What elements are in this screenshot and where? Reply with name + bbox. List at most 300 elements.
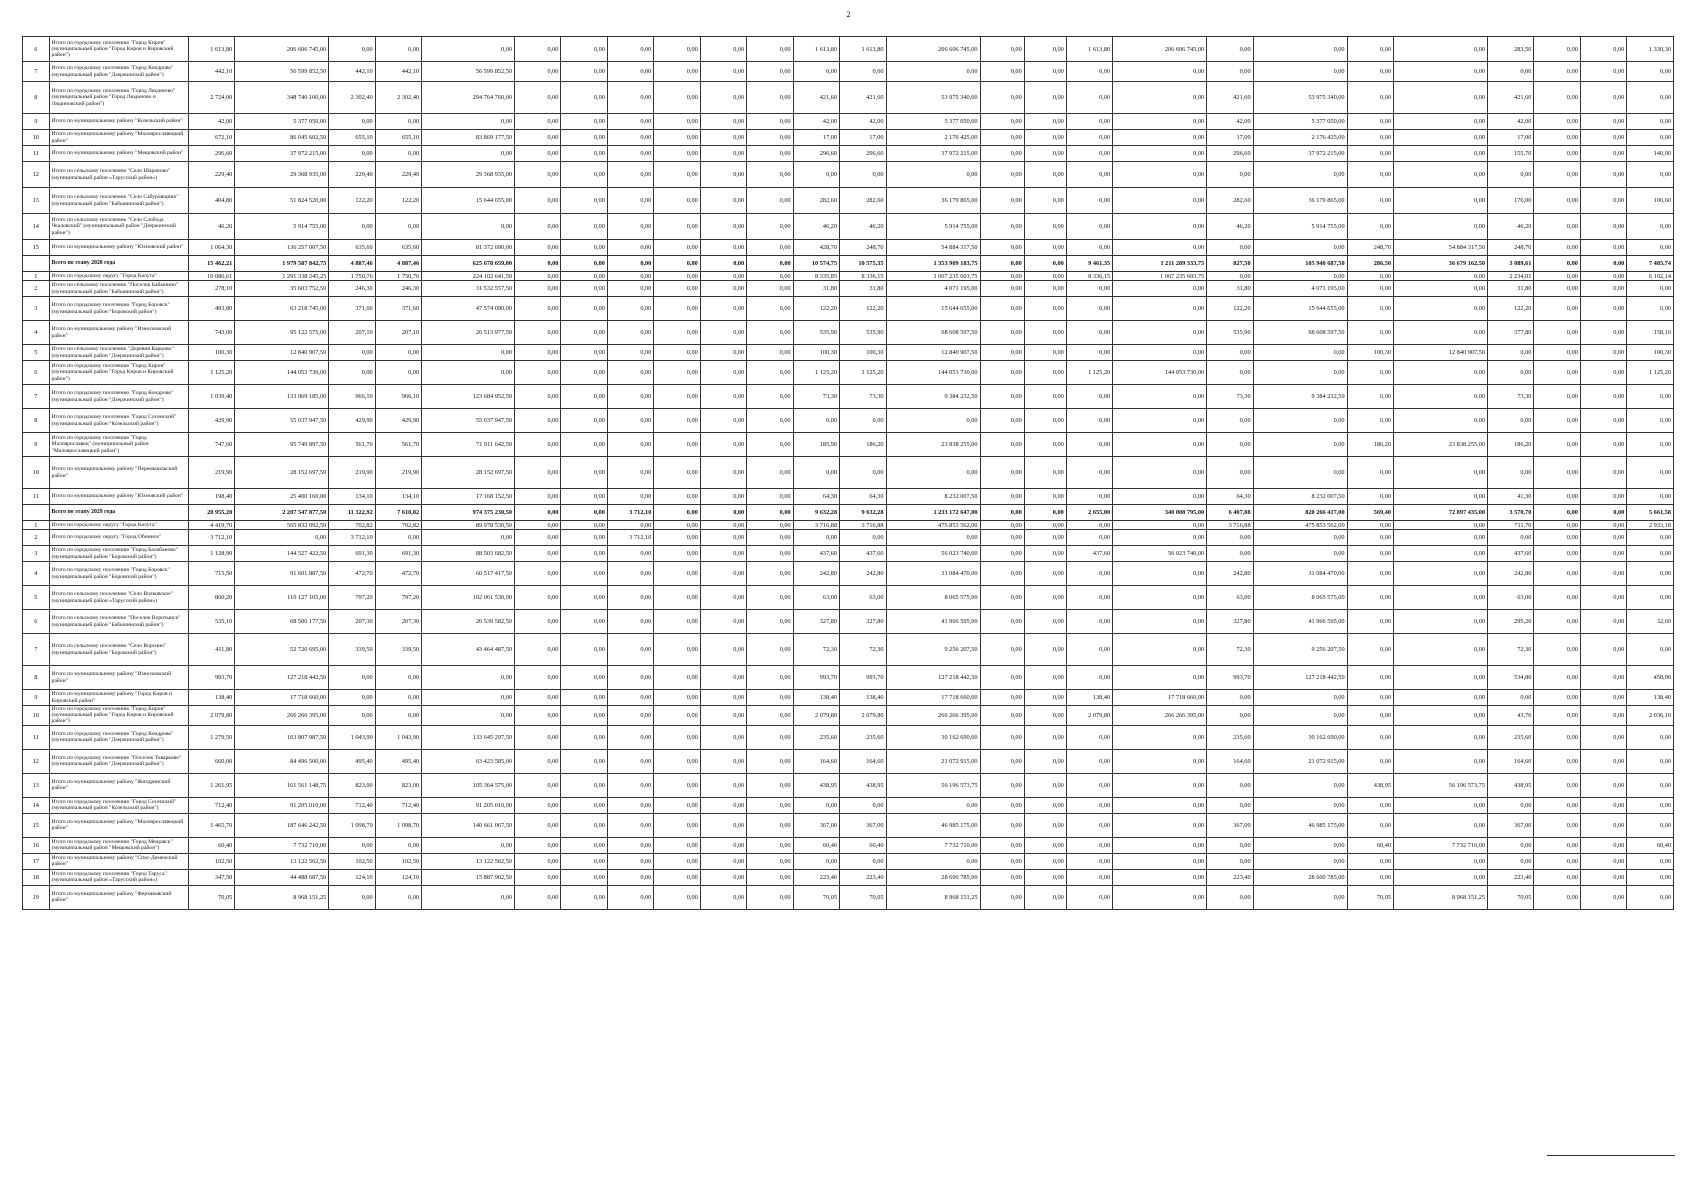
value-cell: 0,00 (607, 773, 653, 797)
value-cell: 711,70 (1488, 521, 1534, 530)
value-cell: 0,00 (375, 146, 421, 162)
value-cell: 0,00 (700, 634, 746, 666)
value-cell: 176,00 (1488, 188, 1534, 214)
value-cell: 100,30 (793, 345, 839, 361)
value-cell: 0,00 (515, 813, 561, 837)
value-cell: 63,00 (1207, 586, 1253, 610)
value-cell: 0,00 (1066, 240, 1112, 256)
table-row (23, 725, 1674, 749)
table-row (23, 749, 1674, 773)
value-cell: 0,00 (561, 385, 607, 409)
value-cell: 9 632,28 (840, 505, 886, 521)
value-cell: 0,00 (1066, 457, 1112, 489)
value-cell: 0,00 (1066, 130, 1112, 146)
value-cell: 0,00 (561, 409, 607, 433)
value-cell: 73,30 (1207, 385, 1253, 409)
value-cell: 31,80 (1488, 281, 1534, 297)
value-cell: 0,00 (654, 706, 700, 726)
value-cell: 246,30 (329, 281, 375, 297)
value-cell: 0,00 (1113, 457, 1207, 489)
value-cell: 0,00 (747, 385, 793, 409)
value-cell: 0,00 (1113, 489, 1207, 505)
value-cell: 535,90 (1207, 321, 1253, 345)
value-cell: 56 196 573,75 (886, 773, 980, 797)
value-cell: 42,00 (840, 114, 886, 130)
value-cell: 3 716,88 (840, 521, 886, 530)
value-cell: 0,00 (840, 530, 886, 546)
municipality-name: Итого по муниципальному району "Малоярославецкий район" (49, 130, 188, 146)
value-cell: 68 608 597,50 (1253, 321, 1347, 345)
value-cell: 0,00 (1024, 162, 1066, 188)
value-cell: 68 608 597,50 (886, 321, 980, 345)
value-cell: 0,00 (700, 321, 746, 345)
value-cell: 0,00 (329, 214, 375, 240)
value-cell: 9 256 207,50 (1253, 634, 1347, 666)
value-cell: 0,00 (561, 706, 607, 726)
value-cell: 0,00 (654, 114, 700, 130)
value-cell: 0,00 (1534, 162, 1580, 188)
value-cell: 0,00 (329, 666, 375, 690)
value-cell: 0,00 (607, 725, 653, 749)
value-cell: 283,50 (1488, 37, 1534, 62)
value-cell: 0,00 (1580, 530, 1626, 546)
value-cell: 0,00 (1534, 489, 1580, 505)
value-cell: 63 218 745,00 (235, 297, 329, 321)
value-cell: 223,40 (1488, 869, 1534, 885)
value-cell: 64,30 (1207, 489, 1253, 505)
value-cell: 2 234,01 (1488, 272, 1534, 281)
value-cell: 242,80 (1488, 562, 1534, 586)
value-cell: 0,00 (980, 256, 1024, 272)
value-cell: 229,40 (375, 162, 421, 188)
value-cell: 0,00 (654, 62, 700, 82)
value-cell: 2 079,80 (793, 706, 839, 726)
value-cell: 0,00 (561, 610, 607, 634)
row-number: 10 (23, 457, 50, 489)
value-cell: 0,00 (980, 521, 1024, 530)
value-cell: 1 233 172 647,00 (886, 505, 980, 521)
table-row (23, 281, 1674, 297)
value-cell: 91 601 887,50 (235, 562, 329, 586)
value-cell: 442,10 (188, 62, 234, 82)
value-cell: 31 532 557,50 (422, 281, 515, 297)
value-cell: 0,00 (1580, 62, 1626, 82)
value-cell: 404,80 (188, 188, 234, 214)
value-cell: 0,00 (1580, 256, 1626, 272)
value-cell: 54 884 317,50 (1394, 240, 1488, 256)
value-cell: 2 302,40 (375, 82, 421, 114)
value-cell: 0,00 (1580, 146, 1626, 162)
value-cell: 155,70 (1488, 146, 1534, 162)
value-cell: 0,00 (700, 586, 746, 610)
value-cell: 0,00 (561, 586, 607, 610)
value-cell: 63,00 (1488, 586, 1534, 610)
value-cell: 0,00 (1024, 188, 1066, 214)
value-cell: 8 335,85 (793, 272, 839, 281)
value-cell: 0,00 (607, 82, 653, 114)
row-number: 8 (23, 82, 50, 114)
value-cell: 0,00 (747, 837, 793, 853)
value-cell: 37 972 215,00 (235, 146, 329, 162)
value-cell: 9 384 232,50 (1253, 385, 1347, 409)
value-cell: 0,00 (607, 749, 653, 773)
municipality-name: Итого по муниципальному району "Перемышльский район" (49, 457, 188, 489)
value-cell: 0,00 (1534, 546, 1580, 562)
value-cell: 73,30 (1488, 385, 1534, 409)
value-cell: 534,80 (1488, 666, 1534, 690)
value-cell: 0,00 (700, 885, 746, 909)
value-cell: 472,70 (375, 562, 421, 586)
value-cell: 0,00 (1580, 586, 1626, 610)
value-cell: 0,00 (329, 114, 375, 130)
value-cell: 163 807 987,50 (235, 725, 329, 749)
value-cell: 0,00 (561, 188, 607, 214)
value-cell: 81 372 690,00 (422, 240, 515, 256)
municipality-name: Итого по городскому поселению "Город Кондрово" (муниципальный район "Дзержинский район") (49, 385, 188, 409)
table-row (23, 546, 1674, 562)
value-cell: 0,00 (1627, 489, 1674, 505)
value-cell: 0,00 (1394, 853, 1488, 869)
value-cell: 0,00 (1580, 321, 1626, 345)
value-cell: 223,40 (793, 869, 839, 885)
value-cell: 0,00 (329, 37, 375, 62)
value-cell: 0,00 (1024, 409, 1066, 433)
value-cell: 32,60 (1627, 610, 1674, 634)
value-cell: 0,00 (1534, 82, 1580, 114)
value-cell: 0,00 (561, 82, 607, 114)
value-cell: 35 603 752,50 (235, 281, 329, 297)
value-cell: 0,00 (1066, 281, 1112, 297)
value-cell: 133 069 185,00 (235, 385, 329, 409)
value-cell: 442,10 (375, 62, 421, 82)
value-cell: 0,00 (1580, 345, 1626, 361)
value-cell: 206 606 745,00 (1113, 37, 1207, 62)
value-cell: 0,00 (1534, 706, 1580, 726)
value-cell: 0,00 (1394, 562, 1488, 586)
value-cell: 25 400 160,00 (235, 489, 329, 505)
value-cell: 186,20 (1488, 433, 1534, 457)
value-cell: 0,00 (1534, 321, 1580, 345)
value-cell: 1 279,50 (188, 725, 234, 749)
value-cell: 966,10 (375, 385, 421, 409)
value-cell: 0,00 (1534, 853, 1580, 869)
value-cell: 36 179 865,00 (886, 188, 980, 214)
value-cell: 0,00 (1394, 82, 1488, 114)
table-row (23, 240, 1674, 256)
table-row (23, 433, 1674, 457)
value-cell: 0,00 (747, 690, 793, 706)
value-cell: 0,00 (793, 853, 839, 869)
value-cell: 0,00 (1024, 813, 1066, 837)
value-cell: 0,00 (1534, 521, 1580, 530)
value-cell: 0,00 (607, 188, 653, 214)
value-cell: 144 053 730,00 (235, 361, 329, 385)
value-cell: 0,00 (1024, 114, 1066, 130)
value-cell: 102,50 (329, 853, 375, 869)
value-cell: 2 079,80 (1066, 706, 1112, 726)
value-cell: 0,00 (1024, 214, 1066, 240)
value-cell: 60,40 (840, 837, 886, 853)
value-cell: 0,00 (700, 281, 746, 297)
value-cell: 0,00 (980, 837, 1024, 853)
value-cell: 0,00 (1627, 773, 1674, 797)
table-row (23, 521, 1674, 530)
value-cell: 0,00 (654, 361, 700, 385)
table-row (23, 385, 1674, 409)
row-number: 10 (23, 130, 50, 146)
value-cell: 0,00 (422, 530, 515, 546)
value-cell: 164,60 (793, 749, 839, 773)
value-cell: 0,00 (1207, 162, 1253, 188)
value-cell: 0,00 (1113, 297, 1207, 321)
value-cell: 0,00 (1394, 146, 1488, 162)
value-cell: 0,00 (1488, 853, 1534, 869)
value-cell: 823,00 (375, 773, 421, 797)
value-cell: 0,00 (747, 240, 793, 256)
table-row (23, 188, 1674, 214)
value-cell: 0,00 (561, 562, 607, 586)
value-cell: 0,00 (1534, 813, 1580, 837)
value-cell: 0,00 (561, 690, 607, 706)
value-cell: 0,00 (1627, 546, 1674, 562)
municipality-name: Итого по городскому поселению "Поселок Товарково" (муниципальный район "Дзержинский район") (49, 749, 188, 773)
value-cell: 0,00 (980, 489, 1024, 505)
value-cell: 0,00 (1207, 530, 1253, 546)
value-cell: 0,00 (1024, 706, 1066, 726)
stage-total-row (23, 256, 1674, 272)
value-cell: 0,00 (1066, 869, 1112, 885)
value-cell: 0,00 (1113, 409, 1207, 433)
value-cell: 0,00 (700, 706, 746, 726)
value-cell: 0,00 (1347, 521, 1393, 530)
value-cell: 0,00 (375, 885, 421, 909)
value-cell: 428,70 (793, 240, 839, 256)
value-cell: 0,00 (1580, 240, 1626, 256)
value-cell: 0,00 (1024, 457, 1066, 489)
value-cell: 0,00 (793, 530, 839, 546)
value-cell: 0,00 (1253, 433, 1347, 457)
value-cell: 72,30 (793, 634, 839, 666)
value-cell: 41 966 595,00 (886, 610, 980, 634)
value-cell: 0,00 (607, 162, 653, 188)
value-cell: 0,00 (1534, 256, 1580, 272)
value-cell: 702,82 (329, 521, 375, 530)
row-number: 19 (23, 885, 50, 909)
value-cell: 0,00 (515, 385, 561, 409)
value-cell: 46 985 175,00 (886, 813, 980, 837)
value-cell: 138,40 (1627, 690, 1674, 706)
row-number: 6 (23, 37, 50, 62)
value-cell: 0,00 (1207, 837, 1253, 853)
value-cell: 0,00 (515, 345, 561, 361)
value-cell: 0,00 (886, 162, 980, 188)
value-cell: 0,00 (654, 321, 700, 345)
value-cell: 0,00 (1580, 281, 1626, 297)
value-cell: 0,00 (1347, 489, 1393, 505)
value-cell: 0,00 (793, 409, 839, 433)
value-cell: 0,00 (515, 505, 561, 521)
value-cell: 0,00 (700, 297, 746, 321)
value-cell: 17,00 (1488, 130, 1534, 146)
value-cell: 0,00 (1024, 634, 1066, 666)
row-number: 11 (23, 725, 50, 749)
value-cell: 0,00 (654, 345, 700, 361)
value-cell: 0,00 (1347, 562, 1393, 586)
value-cell: 72,30 (840, 634, 886, 666)
value-cell: 0,00 (1113, 214, 1207, 240)
value-cell: 56 023 740,00 (1113, 546, 1207, 562)
value-cell: 0,00 (654, 837, 700, 853)
page-number: 2 (846, 10, 851, 19)
value-cell: 0,00 (515, 489, 561, 505)
value-cell: 0,00 (561, 214, 607, 240)
value-cell: 0,00 (1488, 797, 1534, 813)
value-cell: 0,00 (747, 361, 793, 385)
value-cell: 0,00 (607, 837, 653, 853)
value-cell: 144 527 422,50 (235, 546, 329, 562)
value-cell: 100,30 (840, 345, 886, 361)
value-cell: 0,00 (1488, 361, 1534, 385)
value-cell: 36 679 162,50 (1394, 256, 1488, 272)
value-cell: 1 613,80 (188, 37, 234, 62)
row-number: 1 (23, 272, 50, 281)
table-row (23, 130, 1674, 146)
value-cell: 0,00 (1580, 837, 1626, 853)
value-cell: 0,00 (700, 562, 746, 586)
row-number: 5 (23, 586, 50, 610)
value-cell: 0,00 (700, 797, 746, 813)
value-cell: 1 353 909 183,75 (886, 256, 980, 272)
value-cell: 0,00 (1113, 869, 1207, 885)
value-cell: 55 037 947,50 (422, 409, 515, 433)
value-cell: 0,00 (1394, 666, 1488, 690)
value-cell: 0,00 (747, 773, 793, 797)
value-cell: 0,00 (1066, 773, 1112, 797)
value-cell: 0,00 (654, 162, 700, 188)
value-cell: 185,90 (793, 433, 839, 457)
value-cell: 0,00 (515, 749, 561, 773)
value-cell: 140,90 (1627, 146, 1674, 162)
value-cell: 0,00 (1024, 521, 1066, 530)
value-cell: 0,00 (1066, 853, 1112, 869)
value-cell: 296,60 (1207, 146, 1253, 162)
value-cell: 0,00 (515, 797, 561, 813)
value-cell: 0,00 (1253, 37, 1347, 62)
value-cell: 0,00 (886, 62, 980, 82)
value-cell: 421,60 (1207, 82, 1253, 114)
value-cell: 0,00 (375, 37, 421, 62)
value-cell: 625 678 659,00 (422, 256, 515, 272)
value-cell: 0,00 (1627, 162, 1674, 188)
value-cell: 0,00 (654, 146, 700, 162)
value-cell: 0,00 (1347, 706, 1393, 726)
value-cell: 0,00 (980, 690, 1024, 706)
value-cell: 437,60 (1066, 546, 1112, 562)
value-cell: 0,00 (654, 457, 700, 489)
value-cell: 23 838 255,00 (1394, 433, 1488, 457)
value-cell: 371,60 (375, 297, 421, 321)
value-cell: 0,00 (980, 586, 1024, 610)
value-cell: 0,00 (329, 345, 375, 361)
value-cell: 28 152 697,50 (422, 457, 515, 489)
value-cell: 0,00 (561, 114, 607, 130)
value-cell: 0,00 (1488, 690, 1534, 706)
value-cell: 4 887,46 (375, 256, 421, 272)
value-cell: 138,40 (840, 690, 886, 706)
value-cell: 8 336,15 (840, 272, 886, 281)
value-cell: 0,00 (607, 885, 653, 909)
value-cell: 0,00 (1580, 162, 1626, 188)
value-cell: 0,00 (1024, 385, 1066, 409)
value-cell: 0,00 (1024, 773, 1066, 797)
value-cell: 0,00 (1253, 361, 1347, 385)
value-cell: 248,70 (1347, 240, 1393, 256)
value-cell: 52 720 695,00 (235, 634, 329, 666)
value-cell: 0,00 (515, 586, 561, 610)
value-cell: 0,00 (607, 361, 653, 385)
value-cell: 0,00 (1024, 505, 1066, 521)
value-cell: 0,00 (980, 433, 1024, 457)
municipality-name: Итого по муниципальному району "Мещовский район" (49, 146, 188, 162)
value-cell: 993,70 (840, 666, 886, 690)
value-cell: 495,40 (329, 749, 375, 773)
value-cell: 0,00 (1347, 297, 1393, 321)
value-cell: 0,00 (654, 749, 700, 773)
value-cell: 2 176 425,00 (1253, 130, 1347, 146)
value-cell: 0,00 (1580, 634, 1626, 666)
value-cell: 0,00 (561, 37, 607, 62)
value-cell: 0,00 (1024, 240, 1066, 256)
value-cell: 72 897 435,00 (1394, 505, 1488, 521)
value-cell: 860,20 (188, 586, 234, 610)
value-cell: 367,00 (1207, 813, 1253, 837)
value-cell: 0,00 (1207, 773, 1253, 797)
value-cell: 0,00 (1113, 773, 1207, 797)
value-cell: 60 517 417,50 (422, 562, 515, 586)
value-cell: 26 539 582,50 (422, 610, 515, 634)
value-cell: 242,80 (1207, 562, 1253, 586)
value-cell: 0,00 (515, 869, 561, 885)
value-cell: 0,00 (1580, 385, 1626, 409)
value-cell: 0,00 (840, 853, 886, 869)
value-cell: 0,00 (561, 773, 607, 797)
value-cell: 0,00 (1347, 82, 1393, 114)
value-cell: 0,00 (607, 433, 653, 457)
value-cell: 31,80 (1207, 281, 1253, 297)
value-cell: 0,00 (700, 240, 746, 256)
value-cell: 0,00 (1253, 345, 1347, 361)
value-cell: 0,00 (1253, 272, 1347, 281)
value-cell: 17,00 (840, 130, 886, 146)
value-cell: 0,00 (607, 214, 653, 240)
value-cell: 0,00 (980, 853, 1024, 869)
value-cell: 0,00 (561, 433, 607, 457)
value-cell: 0,00 (747, 345, 793, 361)
value-cell: 0,00 (515, 37, 561, 62)
value-cell: 0,00 (561, 666, 607, 690)
value-cell: 3 712,10 (188, 530, 234, 546)
value-cell: 282,60 (840, 188, 886, 214)
value-cell: 0,00 (607, 869, 653, 885)
value-cell: 0,00 (1024, 62, 1066, 82)
value-cell: 0,00 (1394, 813, 1488, 837)
value-cell: 102,50 (375, 853, 421, 869)
value-cell: 0,00 (700, 813, 746, 837)
value-cell: 1 098,70 (375, 813, 421, 837)
value-cell: 0,00 (654, 725, 700, 749)
value-cell: 28 152 697,50 (235, 457, 329, 489)
value-cell: 0,00 (1347, 162, 1393, 188)
